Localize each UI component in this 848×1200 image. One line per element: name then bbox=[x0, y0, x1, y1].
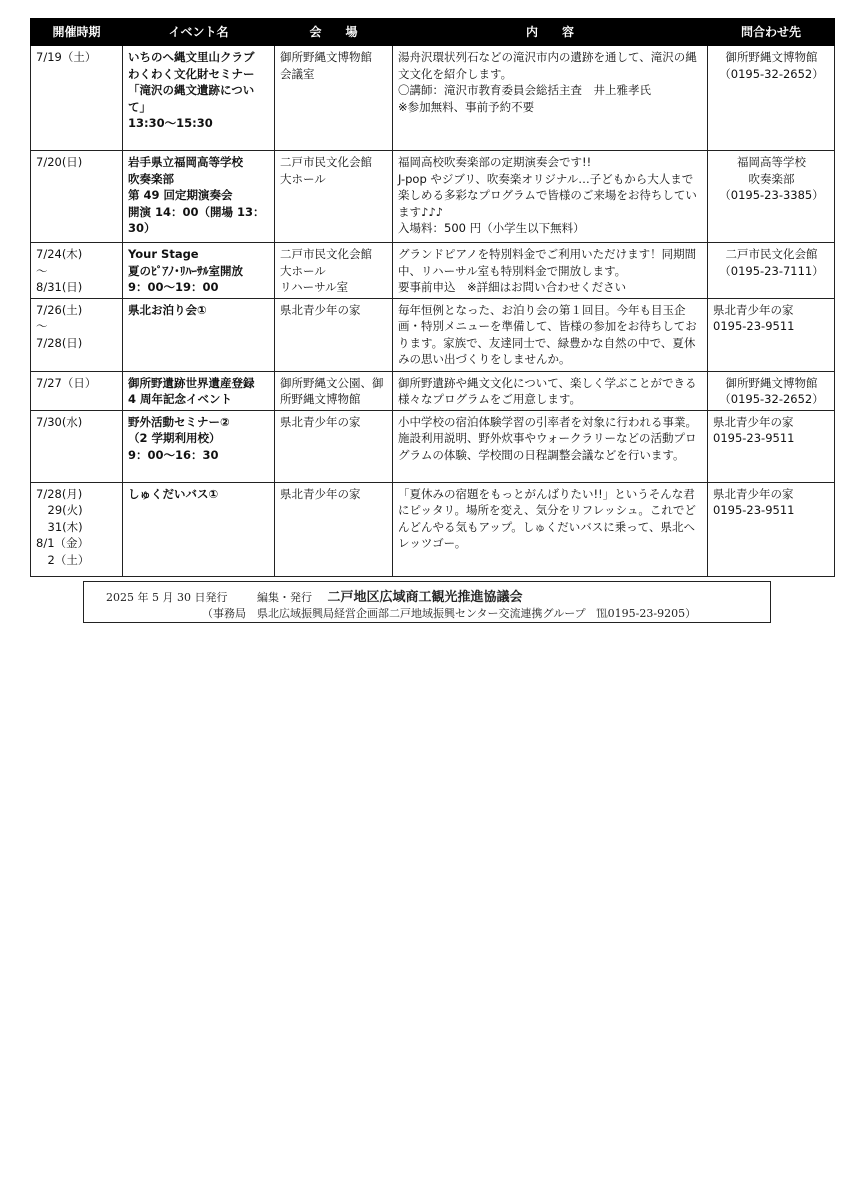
table-row bbox=[31, 243, 835, 299]
table-row bbox=[31, 371, 835, 410]
cell-event: 御所野遺跡世界遺産登録 4 周年記念イベント bbox=[123, 371, 275, 410]
cell-venue: 御所野縄文博物館 会議室 bbox=[275, 46, 393, 151]
cell-content: 湯舟沢環状列石などの滝沢市内の遺跡を通して、滝沢の縄文文化を紹介します。 〇講師：滝沢市教育委員会総括主査 井上雅孝氏 ※参加無料、事前予約不要 bbox=[393, 46, 708, 151]
cell-date: 7/24(木) ～ 8/31(日) bbox=[31, 243, 123, 299]
cell-venue: 二戸市民文化会館 大ホール bbox=[275, 151, 393, 243]
cell-contact: 二戸市民文化会館 （0195-23-7111） bbox=[708, 243, 835, 299]
header-venue: 会 場 bbox=[275, 19, 393, 46]
table-row bbox=[31, 46, 835, 151]
cell-venue: 県北青少年の家 bbox=[275, 298, 393, 371]
cell-venue: 御所野縄文公園、御所野縄文博物館 bbox=[275, 371, 393, 410]
cell-event: いちのへ縄文里山クラブ わくわく文化財セミナー 「滝沢の縄文遺跡について」 13:30～15:30 bbox=[123, 46, 275, 151]
cell-event: 野外活動セミナー② （2 学期利用校） 9：00～16：30 bbox=[123, 410, 275, 482]
header-content: 内 容 bbox=[393, 19, 708, 46]
cell-contact: 県北青少年の家 0195-23-9511 bbox=[708, 410, 835, 482]
cell-venue: 県北青少年の家 bbox=[275, 482, 393, 576]
table-row bbox=[31, 151, 835, 243]
publisher-organization: 二戸地区広域商工観光推進協議会 bbox=[327, 590, 523, 605]
table-row bbox=[31, 482, 835, 576]
cell-event: 岩手県立福岡高等学校 吹奏楽部 第 49 回定期演奏会 開演 14：00（開場 13：30） bbox=[123, 151, 275, 243]
cell-contact: 福岡高等学校 吹奏楽部 （0195-23-3385） bbox=[708, 151, 835, 243]
cell-content: 毎年恒例となった、お泊り会の第１回目。今年も目玉企画・特別メニューを準備して、皆様の参加をお待ちしております。家族で、友達同士で、緑豊かな自然の中で、夏休みの思い出づくりをしませんか。 bbox=[393, 298, 708, 371]
table-row bbox=[31, 298, 835, 371]
publisher-line bbox=[106, 586, 523, 605]
cell-contact: 県北青少年の家 0195-23-9511 bbox=[708, 482, 835, 576]
events-table bbox=[30, 18, 835, 577]
cell-content: 福岡高校吹奏楽部の定期演奏会です!! J-pop やジブリ、吹奏楽オリジナル…子どもから大人まで楽しめる多彩なプログラムで皆様のご来場をお待ちしています♪♪♪ 入場料：500 円（小学生以下無料） bbox=[393, 151, 708, 243]
header-date: 開催時期 bbox=[31, 19, 123, 46]
cell-date: 7/26(土) ～ 7/28(日) bbox=[31, 298, 123, 371]
cell-event: Your Stage 夏のﾋﾟｱﾉ･ﾘﾊｰｻﾙ室開放 9：00～19：00 bbox=[123, 243, 275, 299]
cell-date: 7/27（日） bbox=[31, 371, 123, 410]
publisher-label: 編集・発行 bbox=[256, 591, 312, 604]
cell-venue: 二戸市民文化会館 大ホール リハーサル室 bbox=[275, 243, 393, 299]
issue-date: 2025 年 5 月 30 日発行 bbox=[106, 591, 228, 604]
cell-content: 「夏休みの宿題をもっとがんばりたい!!」というそんな君にピッタリ。場所を変え、気分をリフレッシュ。これでどんどんやる気もアップ。しゅくだいバスに乗って、県北へレッツゴー。 bbox=[393, 482, 708, 576]
cell-content: グランドピアノを特別料金でご利用いただけます！同期間中、リハーサル室も特別料金で開放します。 要事前申込 ※詳細はお問い合わせください bbox=[393, 243, 708, 299]
office-info: （事務局 県北広域振興局経営企画部二戸地域振興センター交流連携グループ ℡0195-23-9205） bbox=[202, 607, 697, 620]
cell-date: 7/20(日) bbox=[31, 151, 123, 243]
cell-content: 小中学校の宿泊体験学習の引率者を対象に行われる事業。施設利用説明、野外炊事やウォークラリーなどの活動プログラムの体験、学校間の日程調整会議などを行います。 bbox=[393, 410, 708, 482]
cell-contact: 御所野縄文博物館 （0195-32-2652） bbox=[708, 371, 835, 410]
header-contact: 問合わせ先 bbox=[708, 19, 835, 46]
cell-venue: 県北青少年の家 bbox=[275, 410, 393, 482]
cell-date: 7/30(水) bbox=[31, 410, 123, 482]
cell-contact: 御所野縄文博物館 （0195-32-2652） bbox=[708, 46, 835, 151]
cell-date: 7/28(月) 29(火) 31(木) 8/1（金） 2（土） bbox=[31, 482, 123, 576]
cell-content: 御所野遺跡や縄文文化について、楽しく学ぶことができる様々なプログラムをご用意します。 bbox=[393, 371, 708, 410]
events-sheet bbox=[30, 18, 834, 577]
cell-contact: 県北青少年の家 0195-23-9511 bbox=[708, 298, 835, 371]
cell-date: 7/19（土） bbox=[31, 46, 123, 151]
cell-event: しゅくだいバス① bbox=[123, 482, 275, 576]
header-row bbox=[31, 19, 835, 46]
publisher-box bbox=[83, 581, 771, 623]
cell-event: 県北お泊り会① bbox=[123, 298, 275, 371]
header-event: イベント名 bbox=[123, 19, 275, 46]
table-row bbox=[31, 410, 835, 482]
